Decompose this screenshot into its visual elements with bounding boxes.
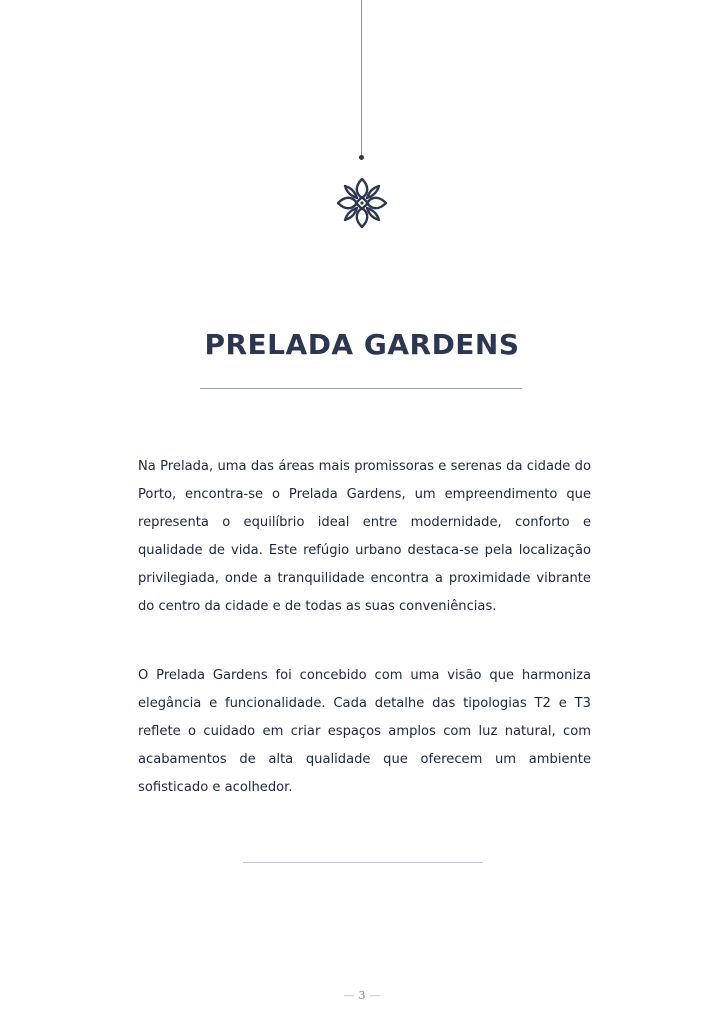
concept-paragraph: O Prelada Gardens foi concebido com uma visão que harmoniza elegância e funcionalidade. Cada detalhe das tipologias T2 e T3 reflete o cuidado em criar espaços amplos com luz natural, com acabamentos de alta qualidade que oferecem um ambiente sofisticado e acolhedor. — [138, 668, 591, 795]
bottom-divider — [243, 862, 483, 863]
page-number-dash-left: — — [343, 989, 355, 1002]
hanging-line — [361, 0, 362, 156]
floral-ornament-icon — [335, 176, 389, 230]
hanging-dot — [359, 155, 364, 160]
page-number-dash-right: — — [369, 989, 381, 1002]
page-number-value: 3 — [358, 989, 366, 1002]
page-title: PRELADA GARDENS — [204, 328, 520, 361]
intro-paragraph: Na Prelada, uma das áreas mais promissoras e serenas da cidade do Porto, encontra-se o Prelada Gardens, um empreendimento que representa o equilíbrio ideal entre modernidade, conforto e qualidade de vida. Este refúgio urbano destaca-se pela localização privilegiada, onde a tranquilidade encontra a proximidade vibrante do centro da cidade e de todas as suas conveniências. — [138, 459, 591, 614]
title-divider — [200, 388, 522, 389]
page-number — [0, 989, 724, 1002]
